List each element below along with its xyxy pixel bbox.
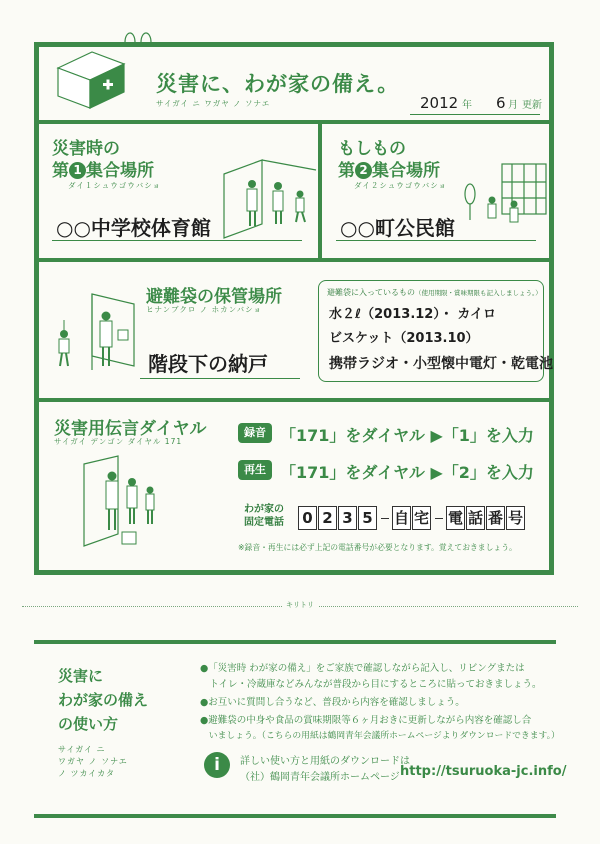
section1-title-suffix: 集合場所 (86, 161, 154, 181)
phone-digit-box: 3 (338, 506, 357, 530)
phone-digit-box: 話 (466, 506, 485, 530)
page-title: 災害に、わが家の備え。 (156, 72, 400, 96)
record-instruction: 「171」をダイヤル ▶「1」を入力 (280, 426, 534, 445)
section2-title-prefix: 第 (338, 161, 355, 181)
family-phone-illustration (82, 454, 192, 554)
phone-label-line2: 固定電話 (244, 517, 284, 528)
bag-contents-box (318, 280, 553, 382)
phone-digit-box: 2 (318, 506, 337, 530)
bag-item: 携帯ラジオ・小型懐中電灯・乾電池 (329, 356, 553, 372)
community-hall-illustration (462, 154, 550, 240)
play-badge: 再生 (238, 460, 272, 480)
info-line1: 詳しい使い方と用紙のダウンロードは (240, 756, 410, 767)
section1-reading: ダイ１シュウゴウバショ (68, 181, 162, 190)
usage-bullet: ●お互いに質問し合うなど、普段から内容を確認しましょう。 (200, 697, 465, 708)
section2-title (338, 156, 440, 181)
section2-reading: ダイ２シュウゴウバショ (354, 181, 448, 190)
usage-reading-line1: サイガイ ニ (58, 745, 106, 754)
dash (381, 518, 389, 519)
closet-illustration (48, 290, 138, 374)
updated-label: 更新 (522, 100, 542, 111)
number-badge: 1 (69, 162, 86, 179)
section4-title: 災害用伝言ダイヤル (54, 419, 207, 439)
phone-note: ※録音・再生には必ず上記の電話番号が必要となります。覚えておきましょう。 (238, 543, 517, 552)
section1-title-prefix: 第 (52, 161, 69, 181)
info-icon: i (204, 752, 230, 778)
bag-item: 水２ℓ（2013.12）・ カイロ (329, 307, 496, 322)
year-value: 2012 (420, 94, 459, 112)
divider (34, 120, 554, 124)
phone-digit-box: 5 (358, 506, 377, 530)
play-instruction: 「171」をダイヤル ▶「2」を入力 (280, 463, 534, 482)
usage-bullet: ●「災害時 わが家の備え」をご家族で確認しながら記入し、リビングまたは (200, 663, 525, 674)
phone-label-line1: わが家の (244, 504, 284, 515)
divider (34, 258, 554, 262)
writing-line (52, 240, 302, 241)
section1-title (52, 156, 154, 181)
date-underline (410, 114, 540, 115)
usage-title (58, 664, 148, 736)
phone-digit-box: 電 (446, 506, 465, 530)
usage-reading-line2: ワガヤ ノ ソナエ (58, 757, 128, 766)
section3-reading: ヒナンブクロ ノ ホカンバショ (146, 305, 262, 314)
page-title-reading: サイガイ ニ ワガヤ ノ ソナエ (156, 99, 271, 108)
divider (318, 120, 322, 260)
bag-contents-heading-text: 避難袋に入っているもの (327, 288, 415, 297)
section1-title-line1: 災害時の (52, 139, 120, 159)
section3-title: 避難袋の保管場所 (146, 287, 282, 307)
record-badge: 録音 (238, 423, 272, 443)
usage-bullet: いましょう。（こちらの用紙は鶴岡青年会議所ホームページよりダウンロードできます。） (200, 731, 560, 741)
month-value: 6 (496, 94, 506, 112)
usage-reading-line3: ノ ツカイカタ (58, 769, 116, 778)
bag-contents-heading (327, 287, 542, 298)
phone-digit-box: 宅 (412, 506, 431, 530)
usage-bullet: ●避難袋の中身や食品の賞味期限等６ヶ月おきに更新しながら内容を確認し合 (200, 715, 532, 726)
phone-label (244, 503, 284, 529)
phone-digit-box: 自 (392, 506, 411, 530)
dash (435, 518, 443, 519)
number-badge: 2 (355, 162, 372, 179)
phone-digit-box: 番 (486, 506, 505, 530)
website-link[interactable]: http://tsuruoka-jc.info/ (400, 764, 567, 779)
usage-title-line3: の使い方 (58, 715, 119, 733)
month-unit: 月 (508, 100, 518, 111)
section4-reading: サイガイ デンゴン ダイヤル 171 (54, 437, 183, 446)
usage-bullet: トイレ・冷蔵庫などみんなが普段から目にするところに貼っておきましょう。 (200, 679, 542, 690)
house-icon (52, 48, 132, 110)
info-line2: （社）鶴岡青年会議所ホームページ (240, 772, 400, 783)
section3-handwritten: 階段下の納戸 (148, 352, 268, 376)
section2-title-line1: もしもの (338, 139, 406, 159)
phone-digit-box: 号 (506, 506, 525, 530)
usage-reading (58, 744, 128, 780)
writing-line (140, 378, 300, 379)
cut-line-label: キリトリ (282, 600, 318, 610)
phone-digit-box: 0 (298, 506, 317, 530)
writing-line (336, 240, 536, 241)
section1-handwritten: ○○中学校体育館 (56, 216, 211, 240)
year-unit: 年 (462, 100, 472, 111)
bag-contents-note: （使用期限・賞味期限も記入しましょう。） (415, 289, 542, 297)
section2-title-suffix: 集合場所 (372, 161, 440, 181)
usage-title-line1: 災害に (58, 667, 104, 685)
section2-handwritten: ○○町公民館 (340, 216, 455, 240)
people-gym-illustration (222, 154, 318, 240)
divider (34, 398, 554, 402)
usage-title-line2: わが家の備え (58, 691, 149, 709)
bag-item: ビスケット（2013.10） (329, 331, 479, 346)
